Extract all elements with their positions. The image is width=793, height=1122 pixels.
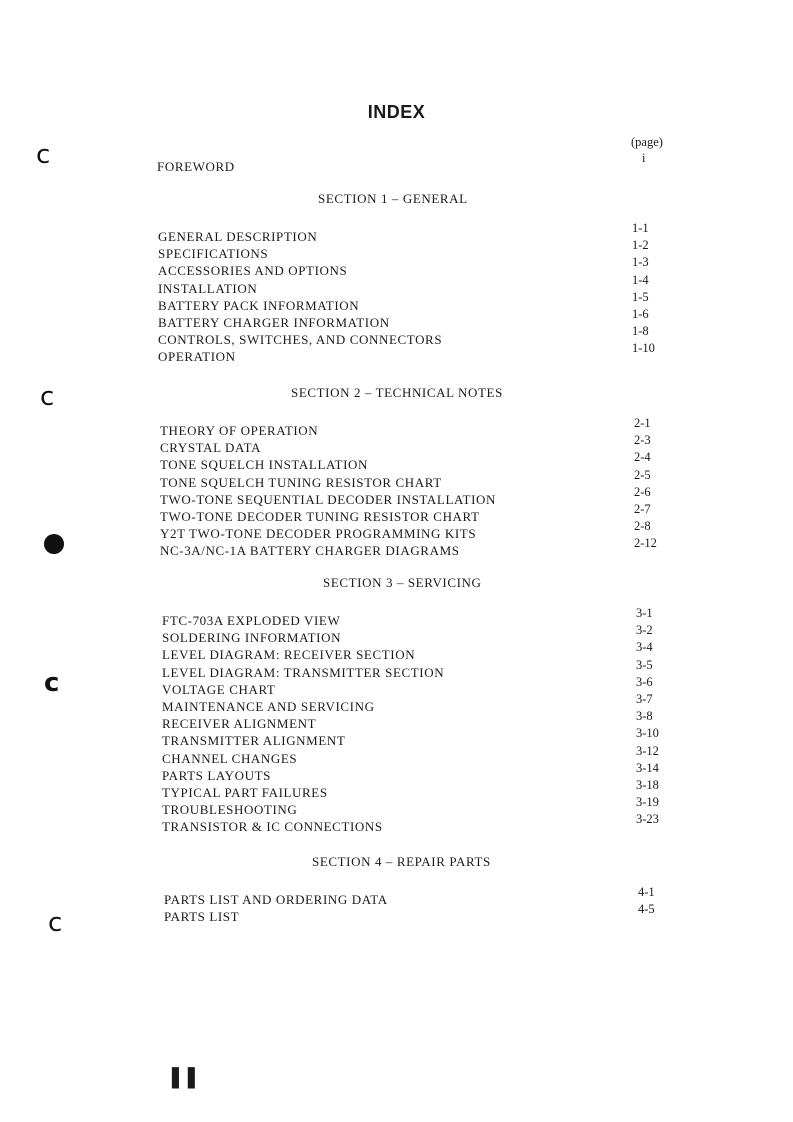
index-entry-label: TONE SQUELCH TUNING RESISTOR CHART <box>160 474 442 490</box>
index-entry-page: 3-18 <box>636 777 659 792</box>
page-column-label: (page) <box>631 135 663 149</box>
index-entry-label: TWO-TONE SEQUENTIAL DECODER INSTALLATION <box>160 491 496 507</box>
index-entry-page: 2-12 <box>634 536 657 551</box>
page-footer-mark: ▌▌ <box>172 1068 204 1089</box>
section-4-entries <box>164 891 388 925</box>
index-entry-page: 3-5 <box>636 657 653 672</box>
index-entry-label: ACCESSORIES AND OPTIONS <box>158 263 348 279</box>
index-entry-page: 2-7 <box>634 501 651 516</box>
section-title: SECTION 4 – REPAIR PARTS <box>312 854 491 869</box>
punch-hole-mark <box>44 534 64 554</box>
index-entry-label: CHANNEL CHANGES <box>162 750 298 766</box>
index-entry-label: INSTALLATION <box>158 280 258 296</box>
section-3-pages <box>636 605 659 828</box>
index-entry-label: TROUBLESHOOTING <box>162 802 298 818</box>
index-entry-label: LEVEL DIAGRAM: RECEIVER SECTION <box>162 647 416 663</box>
index-entry-page: 2-3 <box>634 433 651 448</box>
index-entry-page: 2-1 <box>634 416 651 430</box>
index-entry-label: TYPICAL PART FAILURES <box>162 784 328 800</box>
index-entry-label: GENERAL DESCRIPTION <box>158 229 318 244</box>
index-entry-page: 1-6 <box>632 306 649 321</box>
index-entry-page: 3-10 <box>636 726 659 741</box>
page-title: INDEX <box>367 102 426 122</box>
index-entry-page: 1-5 <box>632 289 649 304</box>
section-1-entries <box>158 228 442 366</box>
punch-hole-mark: c <box>40 382 55 412</box>
index-entry-page: 4-1 <box>638 885 655 899</box>
index-entry-label: PARTS LIST <box>164 909 240 925</box>
section-title: SECTION 3 – SERVICING <box>323 575 482 590</box>
index-entry-page: 2-5 <box>634 467 651 482</box>
index-entry-label: MAINTENANCE AND SERVICING <box>162 698 375 714</box>
index-entry-page: 2-4 <box>634 450 651 465</box>
index-entry-label: Y2T TWO-TONE DECODER PROGRAMMING KITS <box>160 526 477 542</box>
index-entry-label: CONTROLS, SWITCHES, AND CONNECTORS <box>158 332 443 348</box>
index-entry-label: SPECIFICATIONS <box>158 246 269 262</box>
foreword-page: i <box>642 151 646 165</box>
index-entry-label: NC-3A/NC-1A BATTERY CHARGER DIAGRAMS <box>160 543 460 559</box>
index-entry-label: PARTS LAYOUTS <box>162 767 272 783</box>
section-2-entries <box>160 422 496 560</box>
punch-hole-mark: c <box>36 140 51 170</box>
index-entry-page: 3-8 <box>636 709 653 724</box>
punch-hole-mark: c <box>44 668 60 698</box>
index-entry-page: 4-5 <box>638 902 655 917</box>
index-entry-page: 1-2 <box>632 238 649 253</box>
index-entry-label: TONE SQUELCH INSTALLATION <box>160 457 368 473</box>
index-entry-label: PARTS LIST AND ORDERING DATA <box>164 892 388 907</box>
index-entry-page: 3-7 <box>636 691 653 706</box>
index-entry-page: 1-10 <box>632 341 655 356</box>
index-entry-page: 3-1 <box>636 606 653 620</box>
index-entry-page: 2-8 <box>634 519 651 534</box>
index-entry-label: OPERATION <box>158 349 236 365</box>
section-4-pages <box>638 884 655 918</box>
index-entry-page: 1-4 <box>632 272 649 287</box>
index-entry-label: FTC-703A EXPLODED VIEW <box>162 613 341 628</box>
index-entry-label: TWO-TONE DECODER TUNING RESISTOR CHART <box>160 508 480 524</box>
index-entry-page: 3-12 <box>636 743 659 758</box>
section-3-entries <box>162 612 444 835</box>
index-entry-label: CRYSTAL DATA <box>160 440 262 456</box>
index-entry-page: 2-6 <box>634 484 651 499</box>
index-entry-page: 3-4 <box>636 640 653 655</box>
index-entry-page: 1-8 <box>632 324 649 339</box>
section-2-pages <box>634 415 657 553</box>
index-entry-label: THEORY OF OPERATION <box>160 423 319 438</box>
index-entry-label: TRANSMITTER ALIGNMENT <box>162 733 346 749</box>
index-entry-page: 3-19 <box>636 795 659 810</box>
index-entry-label: TRANSISTOR & IC CONNECTIONS <box>162 819 383 835</box>
index-entry-label: BATTERY CHARGER INFORMATION <box>158 314 390 330</box>
index-entry-label: SOLDERING INFORMATION <box>162 630 342 646</box>
index-entry-label: BATTERY PACK INFORMATION <box>158 297 360 313</box>
foreword-label: FOREWORD <box>157 159 235 174</box>
punch-hole-mark: c <box>48 908 63 938</box>
section-1-pages <box>632 220 655 358</box>
index-entry-label: VOLTAGE CHART <box>162 681 276 697</box>
index-entry-page: 3-14 <box>636 760 659 775</box>
index-entry-page: 1-3 <box>632 255 649 270</box>
section-title: SECTION 2 – TECHNICAL NOTES <box>291 385 503 400</box>
index-entry-page: 1-1 <box>632 221 649 235</box>
index-entry-label: RECEIVER ALIGNMENT <box>162 716 317 732</box>
section-title: SECTION 1 – GENERAL <box>318 191 468 206</box>
index-entry-page: 3-2 <box>636 623 653 638</box>
index-entry-page: 3-6 <box>636 674 653 689</box>
index-entry-label: LEVEL DIAGRAM: TRANSMITTER SECTION <box>162 664 445 680</box>
index-entry-page: 3-23 <box>636 812 659 827</box>
